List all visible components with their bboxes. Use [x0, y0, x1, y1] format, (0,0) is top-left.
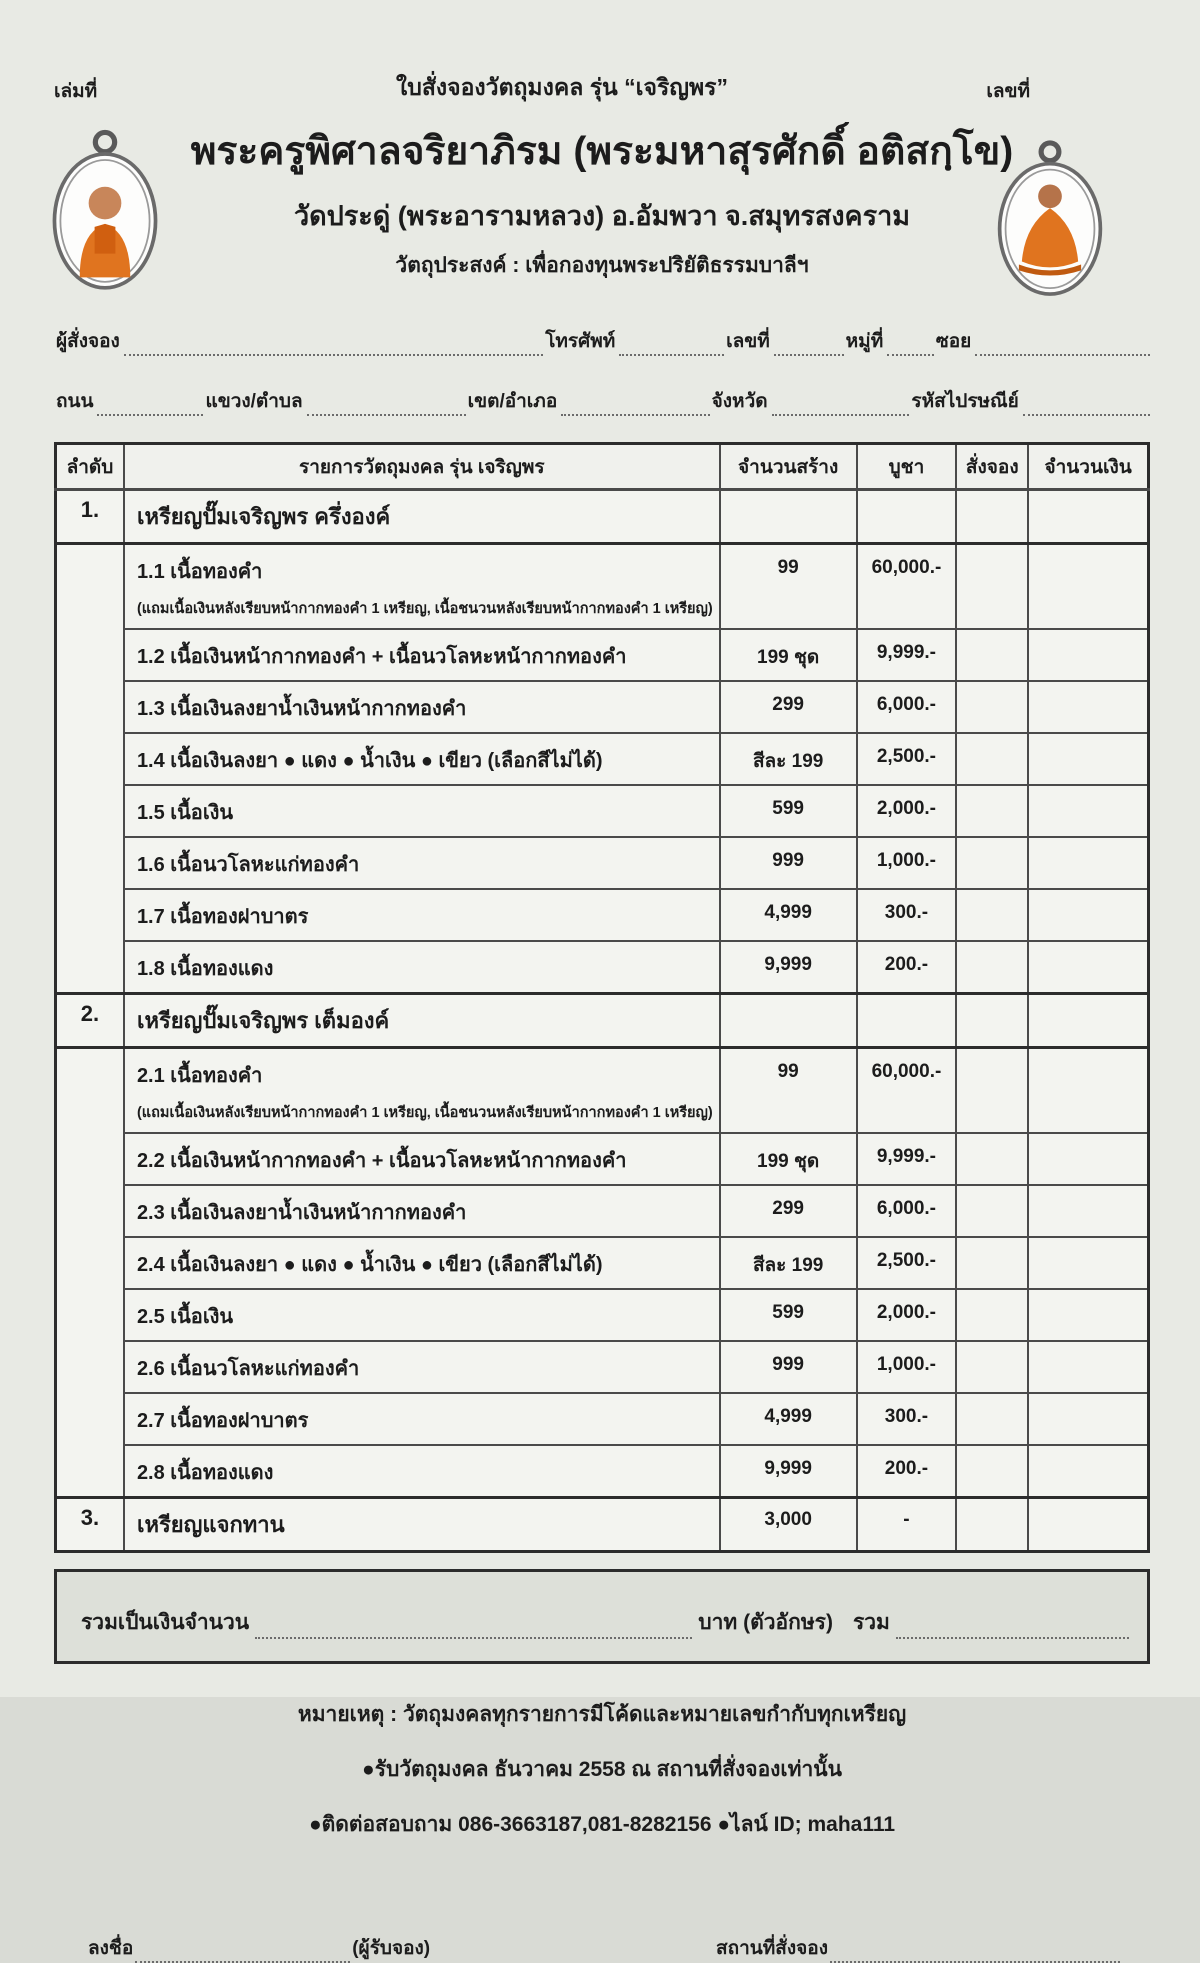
cell-amount	[1028, 733, 1148, 785]
subdistrict-fill-line	[307, 396, 466, 416]
cell-price: 2,000.-	[857, 785, 957, 837]
table-row	[56, 837, 1149, 889]
cell-price: 300.-	[857, 1393, 957, 1445]
item-name: 2.1 เนื้อทองคำ	[136, 1065, 263, 1087]
cell-no	[56, 1048, 124, 1498]
order-place-group	[714, 1933, 1120, 1963]
cell-item: 1.6 เนื้อนวโลหะแก่ทองคำ	[124, 837, 720, 889]
cell-item	[124, 1048, 720, 1134]
cell-amount	[1028, 1393, 1148, 1445]
sign-label: ลงชื่อ	[88, 1938, 134, 1959]
cell-item	[124, 544, 720, 630]
cell-order	[956, 1445, 1028, 1498]
col-price: บูชา	[857, 444, 957, 490]
cell-amount	[1028, 837, 1148, 889]
cell-made: 3,000	[720, 1498, 857, 1552]
cell-item: 2.2 เนื้อเงินหน้ากากทองคำ + เนื้อนวโลหะหน้ากากทองคำ	[124, 1133, 720, 1185]
cell-item: เหรียญปั๊มเจริญพร เต็มองค์	[124, 994, 720, 1048]
cell-amount	[1028, 941, 1148, 994]
cell-made: สีละ 199	[720, 733, 857, 785]
cell-order	[956, 837, 1028, 889]
cell-order	[956, 785, 1028, 837]
remark-note: หมายเหตุ : วัตถุมงคลทุกรายการมีโค้ดและหมายเลขกำกับทุกเหรียญ	[297, 1703, 907, 1726]
cell-item: เหรียญแจกทาน	[124, 1498, 720, 1552]
table-header-row	[56, 444, 1149, 490]
book-no-label: เล่มที่	[54, 81, 98, 102]
item-name: 1.1 เนื้อทองคำ	[136, 561, 263, 583]
cell-price: 300.-	[857, 889, 957, 941]
table-row	[56, 889, 1149, 941]
table-row	[56, 1341, 1149, 1393]
cell-made: 199 ชุด	[720, 629, 857, 681]
cell-order	[956, 629, 1028, 681]
cell-made: 599	[720, 1289, 857, 1341]
cell-order	[956, 490, 1028, 544]
temple-subtitle: วัดประดู่ (พระอารามหลวง) อ.อัมพวา จ.สมุทรสงคราม	[293, 201, 911, 231]
cell-made: 999	[720, 837, 857, 889]
cell-amount	[1028, 681, 1148, 733]
house-no-label: เลขที่	[726, 331, 770, 352]
cell-amount	[1028, 994, 1148, 1048]
col-order: สั่งจอง	[956, 444, 1028, 490]
cell-made	[720, 490, 857, 544]
cell-item: 2.8 เนื้อทองแดง	[124, 1445, 720, 1498]
cell-price	[857, 994, 957, 1048]
cell-order	[956, 994, 1028, 1048]
total-label: รวมเป็นเงินจำนวน	[81, 1611, 250, 1634]
postcode-label: รหัสไปรษณีย์	[911, 391, 1019, 412]
table-row	[56, 1498, 1149, 1552]
cell-no: 2.	[56, 994, 124, 1048]
cell-item: 1.7 เนื้อทองฝาบาตร	[124, 889, 720, 941]
orderer-label: ผู้สั่งจอง	[56, 331, 120, 352]
contact-note: ●ติดต่อสอบถาม 086-3663187,081-8282156 ●ไลน์ ID; maha111	[308, 1813, 896, 1836]
cell-no: 3.	[56, 1498, 124, 1552]
cell-order	[956, 1133, 1028, 1185]
table-row	[56, 1133, 1149, 1185]
phone-fill-line	[619, 336, 724, 356]
table-row	[56, 941, 1149, 994]
cell-order	[956, 733, 1028, 785]
cell-item: 2.4 เนื้อเงินลงยา ● แดง ● น้ำเงิน ● เขียว (เลือกสีไม่ได้)	[124, 1237, 720, 1289]
col-item: รายการวัตถุมงคล รุ่น เจริญพร	[124, 444, 720, 490]
cell-amount	[1028, 889, 1148, 941]
province-fill-line	[772, 396, 910, 416]
cell-order	[956, 1393, 1028, 1445]
cell-item: เหรียญปั๊มเจริญพร ครึ่งองค์	[124, 490, 720, 544]
district-label: เขต/อำเภอ	[467, 391, 558, 412]
col-made: จำนวนสร้าง	[720, 444, 857, 490]
soi-label: ซอย	[935, 331, 972, 352]
table-row	[56, 544, 1149, 630]
total-box	[54, 1569, 1150, 1664]
cell-made: 299	[720, 681, 857, 733]
cell-price: 9,999.-	[857, 1133, 957, 1185]
subdistrict-label: แขวง/ตำบล	[205, 391, 303, 412]
cell-order	[956, 544, 1028, 630]
signature-fill-line	[135, 1943, 350, 1963]
table-row	[56, 994, 1149, 1048]
cell-order	[956, 1341, 1028, 1393]
cell-price: -	[857, 1498, 957, 1552]
order-place-label: สถานที่สั่งจอง	[716, 1938, 828, 1959]
form-title: ใบสั่งจองวัตถุมงคล รุ่น “เจริญพร”	[396, 74, 728, 100]
item-note: (แถมเนื้อเงินหลังเรียบหน้ากากทองคำ 1 เหรียญ, เนื้อชนวนหลังเรียบหน้ากากทองคำ 1 เหรียญ)	[136, 601, 713, 617]
order-place-fill-line	[830, 1943, 1120, 1963]
cell-amount	[1028, 1289, 1148, 1341]
cell-order	[956, 1237, 1028, 1289]
cell-price: 6,000.-	[857, 681, 957, 733]
postcode-fill-line	[1023, 396, 1150, 416]
house-no-fill-line	[774, 336, 844, 356]
cell-item: 1.3 เนื้อเงินลงยาน้ำเงินหน้ากากทองคำ	[124, 681, 720, 733]
cell-price: 1,000.-	[857, 837, 957, 889]
doc-no-label: เลขที่	[986, 81, 1030, 102]
purpose-line: วัตถุประสงค์ : เพื่อกองทุนพระปริยัติธรรมบาลีฯ	[395, 254, 809, 277]
cell-made: 9,999	[720, 941, 857, 994]
table-row	[56, 1048, 1149, 1134]
cell-order	[956, 1289, 1028, 1341]
cell-made: 999	[720, 1341, 857, 1393]
cell-price: 9,999.-	[857, 629, 957, 681]
cell-made	[720, 994, 857, 1048]
cell-item: 2.3 เนื้อเงินลงยาน้ำเงินหน้ากากทองคำ	[124, 1185, 720, 1237]
moo-label: หมู่ที่	[845, 331, 884, 352]
baht-label: บาท (ตัวอักษร)	[698, 1611, 833, 1634]
cell-price: 60,000.-	[857, 544, 957, 630]
cell-amount	[1028, 1498, 1148, 1552]
table-row	[56, 785, 1149, 837]
order-table	[54, 442, 1150, 1553]
cell-item: 1.8 เนื้อทองแดง	[124, 941, 720, 994]
cell-price: 200.-	[857, 1445, 957, 1498]
table-row	[56, 681, 1149, 733]
cell-amount	[1028, 544, 1148, 630]
moo-fill-line	[887, 336, 934, 356]
table-row	[56, 1237, 1149, 1289]
address-line	[54, 386, 1150, 416]
cell-made: 99	[720, 544, 857, 630]
cell-price: 200.-	[857, 941, 957, 994]
cell-made: 4,999	[720, 889, 857, 941]
receiver-label: (ผู้รับจอง)	[352, 1938, 431, 1959]
cell-order	[956, 681, 1028, 733]
cell-price: 2,500.-	[857, 1237, 957, 1289]
cell-amount	[1028, 1341, 1148, 1393]
phone-label: โทรศัพท์	[545, 331, 616, 352]
province-label: จังหวัด	[711, 391, 768, 412]
cell-amount	[1028, 1048, 1148, 1134]
road-fill-line	[97, 396, 203, 416]
cell-order	[956, 1185, 1028, 1237]
pickup-note: ●รับวัตถุมงคล ธันวาคม 2558 ณ สถานที่สั่งจองเท่านั้น	[362, 1758, 842, 1781]
road-label: ถนน	[56, 391, 94, 412]
cell-made: 299	[720, 1185, 857, 1237]
cell-price: 60,000.-	[857, 1048, 957, 1134]
cell-amount	[1028, 490, 1148, 544]
cell-item: 2.6 เนื้อนวโลหะแก่ทองคำ	[124, 1341, 720, 1393]
cell-made: 199 ชุด	[720, 1133, 857, 1185]
cell-made: 9,999	[720, 1445, 857, 1498]
cell-price: 1,000.-	[857, 1341, 957, 1393]
cell-item: 1.2 เนื้อเงินหน้ากากทองคำ + เนื้อนวโลหะหน้ากากทองคำ	[124, 629, 720, 681]
table-row	[56, 1289, 1149, 1341]
cell-order	[956, 1048, 1028, 1134]
col-no: ลำดับ	[56, 444, 124, 490]
cell-item: 2.5 เนื้อเงิน	[124, 1289, 720, 1341]
cell-price: 2,000.-	[857, 1289, 957, 1341]
cell-made: 4,999	[720, 1393, 857, 1445]
cell-order	[956, 1498, 1028, 1552]
table-row	[56, 733, 1149, 785]
cell-amount	[1028, 1185, 1148, 1237]
cell-amount	[1028, 629, 1148, 681]
col-amount: จำนวนเงิน	[1028, 444, 1148, 490]
table-row	[56, 490, 1149, 544]
table-row	[56, 1445, 1149, 1498]
cell-price: 6,000.-	[857, 1185, 957, 1237]
cell-item: 1.5 เนื้อเงิน	[124, 785, 720, 837]
table-row	[56, 1393, 1149, 1445]
signature-group	[86, 1933, 432, 1963]
cell-price: 2,500.-	[857, 733, 957, 785]
orderer-line	[54, 326, 1150, 356]
cell-order	[956, 889, 1028, 941]
cell-amount	[1028, 1237, 1148, 1289]
cell-item: 1.4 เนื้อเงินลงยา ● แดง ● น้ำเงิน ● เขียว (เลือกสีไม่ได้)	[124, 733, 720, 785]
cell-made: 99	[720, 1048, 857, 1134]
cell-made: 599	[720, 785, 857, 837]
orderer-fill-line	[124, 336, 543, 356]
cell-made: สีละ 199	[720, 1237, 857, 1289]
table-row	[56, 1185, 1149, 1237]
cell-price	[857, 490, 957, 544]
signature-row	[54, 1933, 1150, 1963]
cell-no: 1.	[56, 490, 124, 544]
cell-amount	[1028, 1133, 1148, 1185]
item-note: (แถมเนื้อเงินหลังเรียบหน้ากากทองคำ 1 เหรียญ, เนื้อชนวนหลังเรียบหน้ากากทองคำ 1 เหรียญ)	[136, 1105, 713, 1121]
cell-item: 2.7 เนื้อทองฝาบาตร	[124, 1393, 720, 1445]
district-fill-line	[561, 396, 709, 416]
cell-no	[56, 544, 124, 994]
soi-fill-line	[975, 336, 1150, 356]
table-row	[56, 629, 1149, 681]
cell-amount	[1028, 1445, 1148, 1498]
cell-order	[956, 941, 1028, 994]
cell-amount	[1028, 785, 1148, 837]
page-title: พระครูพิศาลจริยาภิรม (พระมหาสุรศักดิ์ อติสกฺโข)	[190, 130, 1014, 173]
total-sum-fill-line	[896, 1619, 1129, 1639]
sum-label: รวม	[852, 1611, 890, 1634]
header-top-row	[54, 70, 1150, 106]
total-amount-text-fill-line	[255, 1619, 692, 1639]
